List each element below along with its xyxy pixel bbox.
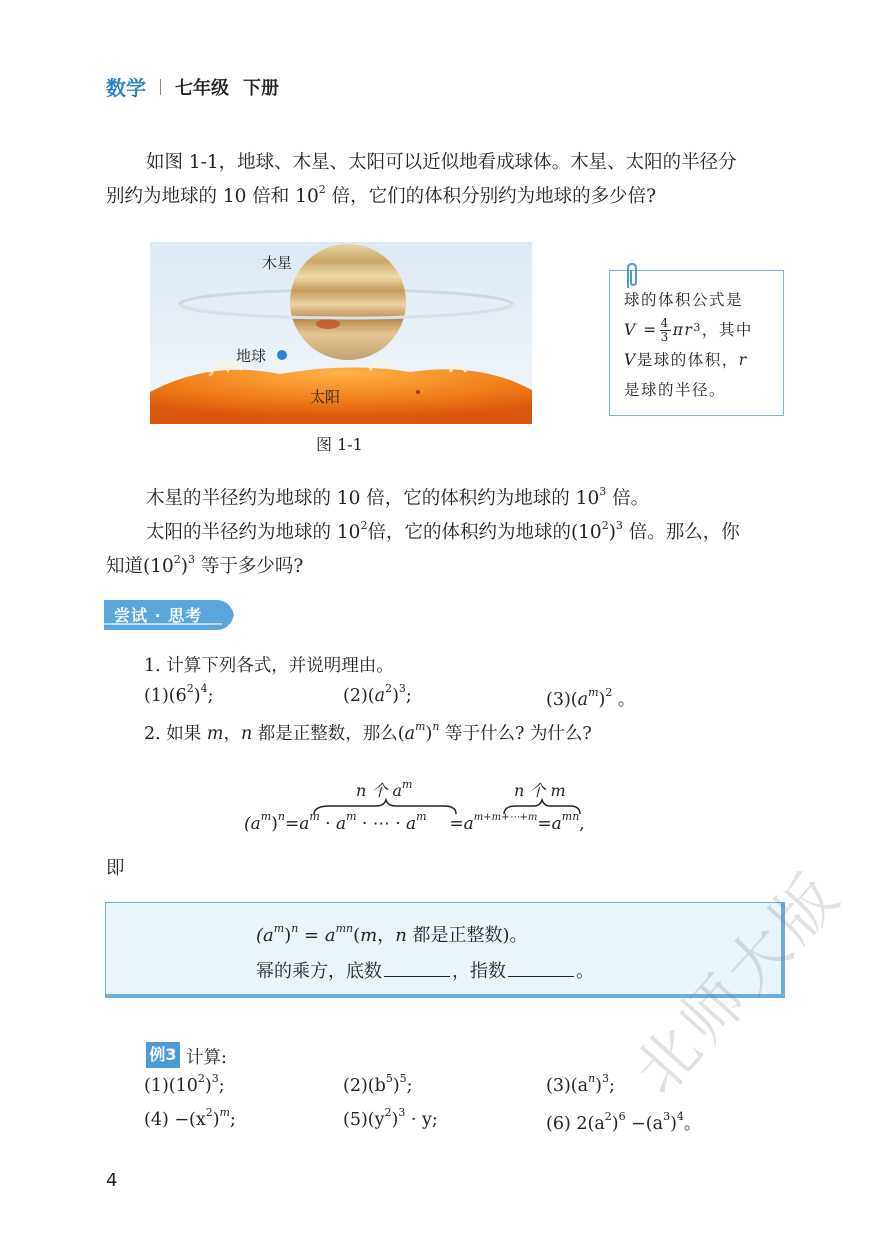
try-think-banner: [104, 600, 234, 630]
example-item-4: $(4) -(x^2)^m$;: [144, 1106, 236, 1130]
para2-line-1: 木星的半径约为地球的 10 倍，它的体积约为地球的 $10^3$ 倍。: [146, 484, 650, 509]
intro-line-2: 别约为地球的 10 倍和 $10^2$ 倍，它们的体积分别约为地球的多少倍?: [106, 182, 657, 207]
blank-base[interactable]: [384, 958, 450, 977]
example-title: 计算:: [186, 1048, 227, 1068]
rule-statement: 幂的乘方，底数 ，指数 。: [256, 957, 594, 983]
blank-exponent[interactable]: [508, 958, 574, 977]
derivation-brace-label-2: n 个 m: [514, 781, 566, 800]
page-number: 4: [106, 1170, 118, 1191]
rule-formula: $(a^m)^n = a^{mn}(m$，n 都是正整数)。: [256, 922, 528, 946]
example-item-3: $(3)(a^n)^3$;: [546, 1072, 615, 1096]
header-divider: [160, 79, 161, 95]
try-question-2: 2. 如果 m，n 都是正整数，那么$(a^m)^n$ 等于什么? 为什么?: [144, 720, 592, 744]
note-line-3: V是球的体积，r: [624, 351, 748, 369]
paperclip-icon: [623, 262, 639, 290]
header-volume: 下册: [243, 77, 279, 99]
side-note: [609, 270, 784, 416]
label-earth: 地球: [236, 347, 267, 365]
try-item-2: $(2)(a^2)^3$;: [343, 682, 412, 706]
example-item-1: $(1)(10^2)^3$;: [144, 1072, 225, 1096]
try-question-1: 1. 计算下列各式，并说明理由。: [144, 656, 394, 676]
derivation-equation: $(a^m)^n=a^m \cdot a^m$ · ⋯ · $a^m =a^{m+m+\cdots+m}=a^{mn}$,: [244, 810, 585, 834]
try-item-3: $(3)(a^m)^2$ 。: [546, 686, 636, 710]
derivation-brace-label-1: n 个 $a^m$: [356, 777, 413, 800]
example-item-5: $(5)(y^2)^3 \cdot y$;: [343, 1106, 438, 1130]
example-item-6: (6) $2(a^2)^6 -(a^3)^4$。: [546, 1110, 702, 1134]
figure-caption: 图 1-1: [316, 435, 363, 454]
try-item-1: $(1)(6^2)^4$;: [144, 682, 214, 706]
banner-label: 尝试 · 思考: [114, 606, 203, 625]
header-grade: 七年级: [175, 77, 229, 99]
header-subject: 数学: [106, 76, 146, 100]
para2-line-2: 太阳的半径约为地球的 $10^2$倍，它的体积约为地球的$(10^2)^3$ 倍。那么，你: [146, 518, 740, 543]
label-jupiter: 木星: [262, 254, 293, 272]
therefore-label: 即: [106, 858, 125, 879]
example-badge: 例3: [146, 1042, 180, 1068]
planets-illustration: [150, 242, 532, 424]
publisher-watermark: 北师大版: [619, 856, 856, 1108]
note-line-4: 是球的半径。: [624, 381, 727, 399]
page-header: [106, 72, 279, 101]
note-line-1: 球的体积公式是: [624, 291, 744, 309]
note-line-2: V = $\frac{4}{3}$ πr $^3$ ，其中: [624, 315, 753, 344]
intro-line-1: 如图 1-1，地球、木星、太阳可以近似地看成球体。木星、太阳的半径分: [146, 152, 737, 173]
label-sun: 太阳: [310, 388, 341, 406]
example-item-2: $(2)(b^5)^5$;: [343, 1072, 413, 1096]
para2-line-3: 知道$(10^2)^3$ 等于多少吗?: [106, 552, 304, 577]
figure-planets: [150, 242, 532, 424]
